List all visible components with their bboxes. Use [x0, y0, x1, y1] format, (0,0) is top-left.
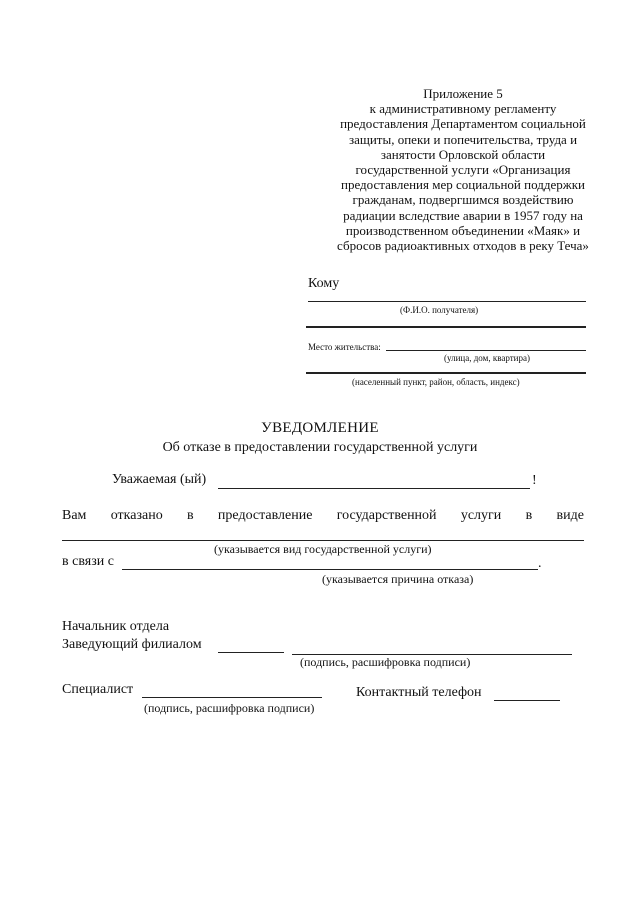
appendix-line: к административному регламенту [369, 101, 557, 117]
notice-subtitle: Об отказе в предоставлении государственной услуги [162, 440, 478, 455]
head-dept-label: Начальник отдела [62, 619, 170, 634]
body-word: виде [556, 508, 584, 523]
body-word: услуги [460, 508, 502, 523]
reason-label: в связи с [62, 554, 114, 569]
recipient-name-field[interactable] [308, 301, 586, 302]
phone-label: Контактный телефон [356, 685, 482, 700]
service-type-field[interactable] [62, 540, 584, 541]
phone-field[interactable] [494, 700, 560, 701]
service-hint: (указывается вид государственной услуги) [214, 542, 432, 556]
residence-street-field[interactable] [386, 350, 586, 351]
head-signature-field[interactable] [218, 652, 284, 653]
appendix-line: сбросов радиоактивных отходов в реку Теча» [337, 238, 589, 254]
appendix-line: производственном объединении «Маяк» и [345, 222, 581, 238]
body-word: в [187, 508, 194, 523]
appendix-line: предоставления Департаментом социальной [340, 116, 586, 132]
recipient-name-field-2[interactable] [306, 326, 586, 328]
specialist-signature-field[interactable] [142, 697, 322, 698]
head-sign-hint: (подпись, расшифровка подписи) [300, 655, 471, 669]
specialist-label: Специалист [62, 682, 134, 697]
addressee-field[interactable] [218, 488, 530, 489]
residence-locality-field[interactable] [306, 372, 586, 374]
head-branch-label: Заведующий филиалом [62, 637, 202, 652]
reason-field[interactable] [122, 569, 538, 570]
locality-hint: (населенный пункт, район, область, индекс) [352, 377, 520, 387]
appendix-block [318, 86, 608, 253]
appendix-line: радиации вследствие аварии в 1957 году на [343, 207, 583, 223]
residence-label: Место жительства: [308, 342, 381, 352]
notice-title: УВЕДОМЛЕНИЕ [261, 420, 379, 436]
body-word: Вам [62, 508, 87, 523]
fio-hint: (Ф.И.О. получателя) [400, 305, 479, 315]
appendix-line: Приложение 5 [423, 86, 503, 101]
greeting-label: Уважаемая (ый) [112, 472, 207, 487]
specialist-sign-hint: (подпись, расшифровка подписи) [144, 701, 315, 715]
body-word: в [525, 508, 533, 523]
appendix-line: гражданам, подвергшимся воздействию [352, 192, 574, 208]
appendix-line: занятости Орловской области [380, 146, 546, 162]
appendix-line: предоставления мер социальной поддержки [341, 177, 585, 193]
reason-hint: (указывается причина отказа) [322, 572, 474, 586]
to-label: Кому [308, 276, 340, 291]
body-word: отказано [110, 508, 163, 523]
appendix-line: защиты, опеки и попечительства, труда и [348, 131, 578, 147]
body-word: предоставление [217, 508, 313, 523]
appendix-line: государственной услуги «Организация [355, 162, 571, 178]
refusal-sentence [62, 508, 584, 524]
greeting-exclamation: ! [532, 473, 537, 488]
body-word: государственной [336, 508, 437, 523]
street-hint: (улица, дом, квартира) [444, 353, 530, 363]
reason-end: . [538, 556, 542, 571]
